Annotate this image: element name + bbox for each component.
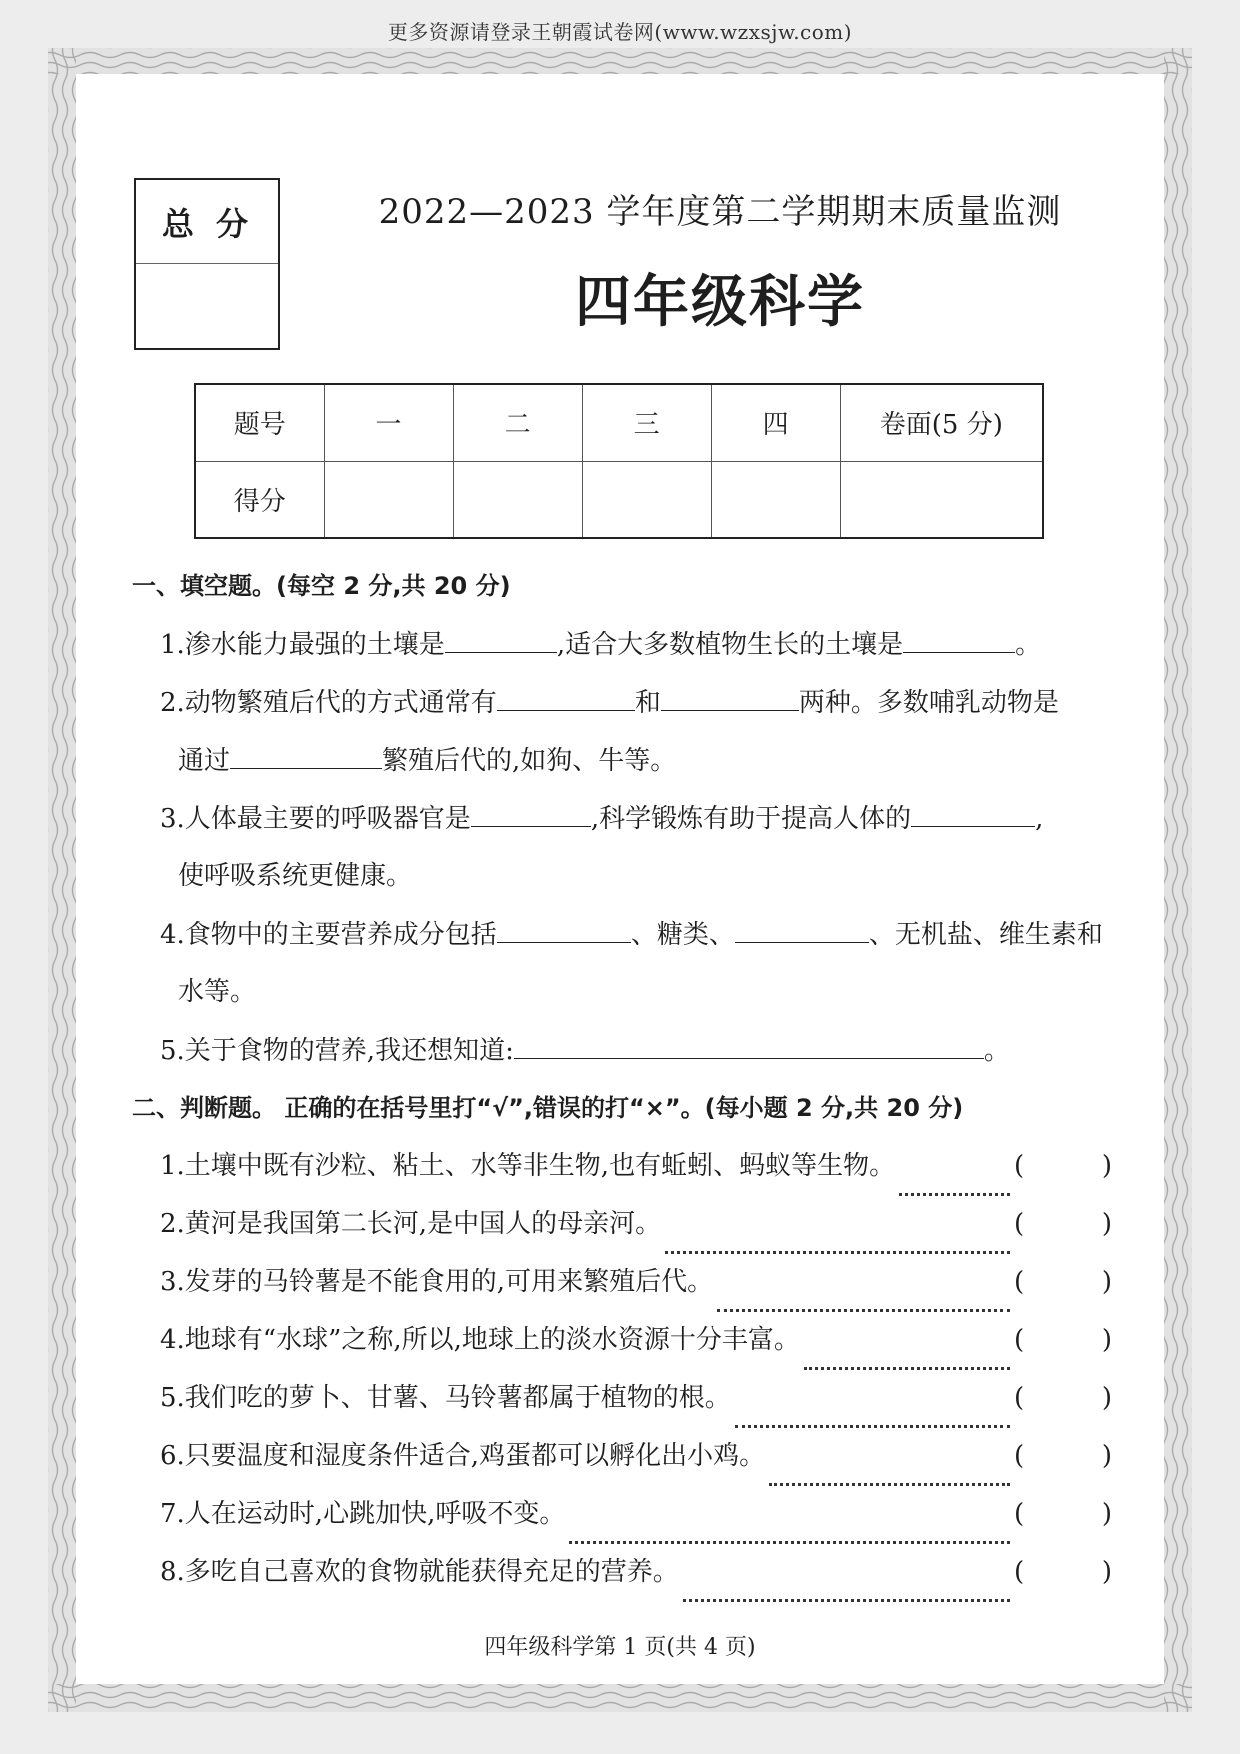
- answer-blank[interactable]: [903, 626, 1015, 653]
- answer-blank[interactable]: [497, 916, 631, 943]
- judge-item-7: [132, 1496, 1112, 1554]
- paren-close: ): [1101, 1267, 1112, 1297]
- paren-open: (: [1014, 1557, 1025, 1587]
- answer-blank[interactable]: [911, 800, 1035, 827]
- question-2: [132, 684, 1112, 742]
- dot-leader: [769, 1438, 1010, 1486]
- question-content: [132, 568, 1112, 1612]
- answer-blank[interactable]: [497, 684, 635, 711]
- score-cell[interactable]: [453, 461, 582, 538]
- paren-close: ): [1101, 1151, 1112, 1181]
- dot-leader: [735, 1380, 1010, 1428]
- score-table: [194, 383, 1044, 539]
- page-footer: 四年级科学第 1 页(共 4 页): [484, 1635, 756, 1660]
- question-text: 、糖类、: [630, 920, 735, 950]
- dot-leader: [569, 1496, 1010, 1544]
- paren-close: ): [1101, 1441, 1112, 1471]
- judge-item-3: [132, 1264, 1112, 1322]
- judge-item-8: [132, 1554, 1112, 1612]
- paren-open: (: [1014, 1499, 1025, 1529]
- dot-leader: [717, 1264, 1010, 1312]
- paren-close: ): [1101, 1499, 1112, 1529]
- answer-parentheses[interactable]: [1014, 1554, 1112, 1612]
- judge-text: 1.土壤中既有沙粒、粘土、水等非生物,也有蚯蚓、蚂蚁等生物。: [160, 1151, 896, 1181]
- dot-leader: [899, 1148, 1010, 1196]
- judge-text: 5.我们吃的萝卜、甘薯、马铃薯都属于植物的根。: [160, 1383, 731, 1413]
- dot-leader: [804, 1322, 1010, 1370]
- paren-open: (: [1014, 1151, 1025, 1181]
- score-header-cell: 三: [582, 384, 711, 461]
- question-text: 3.人体最主要的呼吸器官是: [160, 804, 471, 834]
- answer-blank[interactable]: [230, 742, 382, 769]
- question-text: 水等。: [178, 977, 257, 1007]
- score-header-cell: 一: [324, 384, 453, 461]
- question-5: [132, 1032, 1112, 1090]
- paren-close: ): [1101, 1209, 1112, 1239]
- dot-leader: [683, 1554, 1010, 1602]
- answer-parentheses[interactable]: [1014, 1380, 1112, 1438]
- answer-parentheses[interactable]: [1014, 1438, 1112, 1496]
- answer-parentheses[interactable]: [1014, 1496, 1112, 1554]
- question-4: [132, 916, 1112, 974]
- score-cell[interactable]: [324, 461, 453, 538]
- score-cell[interactable]: [711, 461, 840, 538]
- header-note: 更多资源请登录王朝霞试卷网(www.wzxsjw.com): [387, 20, 853, 44]
- score-table-header-row: [195, 384, 1043, 461]
- question-text: 和: [634, 688, 661, 718]
- paren-open: (: [1014, 1383, 1025, 1413]
- subject-title: 四年级科学: [575, 270, 865, 335]
- judge-item-2: [132, 1206, 1112, 1264]
- dot-leader: [665, 1206, 1010, 1254]
- answer-parentheses[interactable]: [1014, 1206, 1112, 1264]
- section-title-fill-blank: 一、填空题。(每空 2 分,共 20 分): [132, 572, 511, 600]
- question-text: 4.食物中的主要营养成分包括: [160, 920, 497, 950]
- judge-text: 6.只要温度和湿度条件适合,鸡蛋都可以孵化出小鸡。: [160, 1441, 766, 1471]
- judge-text: 2.黄河是我国第二长河,是中国人的母亲河。: [160, 1209, 662, 1239]
- score-table-score-row: [195, 461, 1043, 538]
- score-header-cell: 二: [453, 384, 582, 461]
- score-cell[interactable]: [840, 461, 1043, 538]
- exam-title: 2022—2023 学年度第二学期期末质量监测: [378, 192, 1062, 232]
- total-score-label: 总分: [136, 180, 278, 264]
- question-3-continued: [132, 858, 1112, 916]
- question-text: 1.渗水能力最强的土壤是: [160, 630, 445, 660]
- question-text: 2.动物繁殖后代的方式通常有: [160, 688, 497, 718]
- question-1: [132, 626, 1112, 684]
- answer-parentheses[interactable]: [1014, 1264, 1112, 1322]
- answer-blank[interactable]: [445, 626, 557, 653]
- question-text: 通过: [178, 746, 231, 776]
- score-header-cell: 卷面(5 分): [840, 384, 1043, 461]
- question-text: ,科学锻炼有助于提高人体的: [590, 804, 912, 834]
- answer-parentheses[interactable]: [1014, 1148, 1112, 1206]
- paren-open: (: [1014, 1267, 1025, 1297]
- paren-open: (: [1014, 1209, 1025, 1239]
- score-cell[interactable]: [582, 461, 711, 538]
- question-4-continued: [132, 974, 1112, 1032]
- judge-text: 8.多吃自己喜欢的食物就能获得充足的营养。: [160, 1557, 679, 1587]
- judge-item-6: [132, 1438, 1112, 1496]
- question-text: 繁殖后代的,如狗、牛等。: [382, 746, 677, 776]
- judge-item-1: [132, 1148, 1112, 1206]
- total-score-box: [134, 178, 280, 350]
- question-text: 使呼吸系统更健康。: [178, 861, 413, 891]
- score-header-cell: 四: [711, 384, 840, 461]
- question-text: ,适合大多数植物生长的土壤是: [556, 630, 904, 660]
- paren-close: ): [1101, 1325, 1112, 1355]
- judge-item-5: [132, 1380, 1112, 1438]
- paren-close: ): [1101, 1557, 1112, 1587]
- answer-blank[interactable]: [471, 800, 591, 827]
- paren-close: ): [1101, 1383, 1112, 1413]
- score-header-cell: 题号: [195, 384, 324, 461]
- judge-text: 7.人在运动时,心跳加快,呼吸不变。: [160, 1499, 566, 1529]
- section-title-true-false: 二、判断题。 正确的在括号里打“√”,错误的打“×”。(每小题 2 分,共 20 分): [132, 1094, 964, 1122]
- question-text: ,: [1035, 804, 1044, 834]
- answer-blank[interactable]: [514, 1032, 984, 1059]
- question-text: 、无机盐、维生素和: [868, 920, 1103, 950]
- judge-item-4: [132, 1322, 1112, 1380]
- question-text: 。: [1015, 630, 1042, 660]
- question-2-continued: [132, 742, 1112, 800]
- paren-open: (: [1014, 1325, 1025, 1355]
- question-text: 两种。多数哺乳动物是: [798, 688, 1059, 718]
- question-text: 。: [983, 1036, 1010, 1066]
- answer-blank[interactable]: [661, 684, 799, 711]
- judge-text: 4.地球有“水球”之称,所以,地球上的淡水资源十分丰富。: [160, 1325, 800, 1355]
- paren-open: (: [1014, 1441, 1025, 1471]
- question-text: 5.关于食物的营养,我还想知道:: [160, 1036, 514, 1066]
- answer-blank[interactable]: [735, 916, 869, 943]
- judge-text: 3.发芽的马铃薯是不能食用的,可用来繁殖后代。: [160, 1267, 714, 1297]
- answer-parentheses[interactable]: [1014, 1322, 1112, 1380]
- question-3: [132, 800, 1112, 858]
- score-row-label: 得分: [195, 461, 324, 538]
